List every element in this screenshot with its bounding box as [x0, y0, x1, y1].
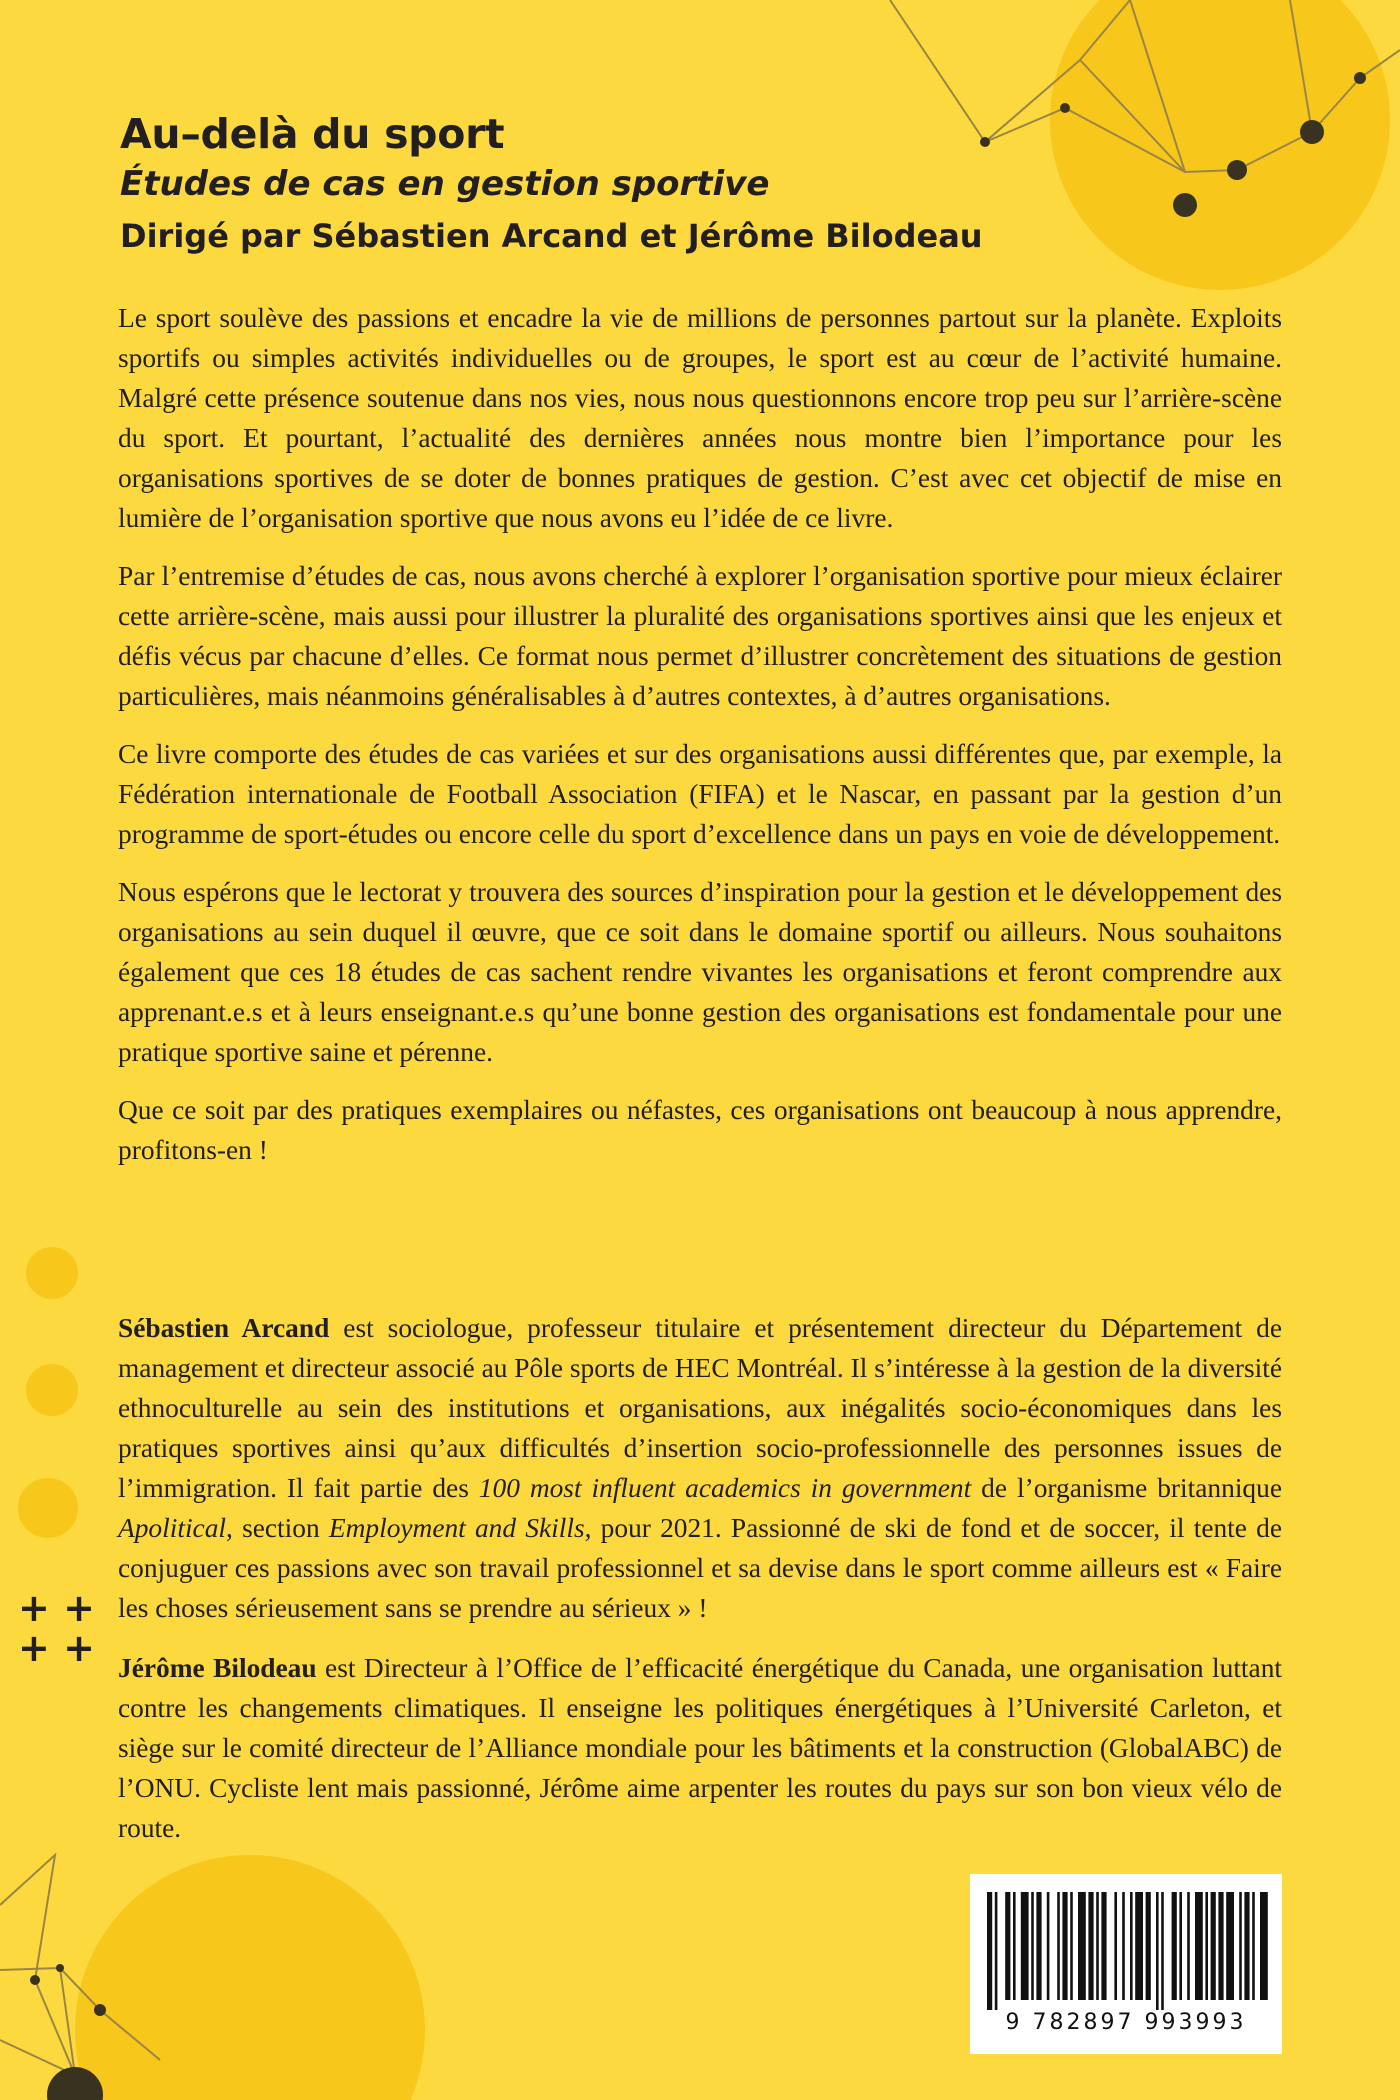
bio-text: est Directeur à l’Office de l’efficacité énergétique du Canada, une organisation luttant contre les changements climatiques. Il enseigne les politiques énergétiques à l’Université Carleton, et siège sur le comité directeur de l’Alliance mondiale pour les bâtiments et la construction (GlobalABC) de l’ONU. Cycliste lent mais passionné, Jérôme aime arpenter les routes du pays sur son bon vieux vélo de route.	[118, 1653, 1283, 1843]
barcode-bar	[987, 1892, 992, 2010]
barcode-bar	[1047, 1892, 1050, 2000]
description-paragraph-1: Le sport soulève des passions et encadre la vie de millions de personnes partout sur la planète. Exploits sportifs ou simples activités individuelles ou de groupes, le sport est au cœur de l’activité humaine. Malgré cette présence soutenue dans nos vies, nous nous questionnons encore trop peu sur l’arrière-scène du sport. Et pourtant, l’actualité des dernières années nous montre bien l’importance pour les organisations sportives de se doter de bonnes pratiques de gestion. C’est avec cet objectif de mise en lumière de l’organisation sportive que nous avons eu l’idée de ce livre.	[118, 303, 1282, 533]
description-paragraph-4: Nous espérons que le lectorat y trouvera des sources d’inspiration pour la gestion et le développement des organisations au sein duquel il œuvre, que ce soit dans le domaine sportif ou ailleurs. Nous souhaitons également que ces 18 études de cas sachent rendre vivantes les organisations et feront comprendre aux apprenant.e.s et à leurs enseignant.e.s qu’une bonne gestion des organisations est fondamentale pour une pratique sportive saine et pérenne.	[118, 877, 1282, 1067]
description-paragraph-5: Que ce soit par des pratiques exemplaires ou néfastes, ces organisations ont beaucoup à nous apprendre, profitons-en !	[118, 1095, 1282, 1165]
barcode-bar	[1013, 1892, 1016, 2000]
description-paragraph-2: Par l’entremise d’études de cas, nous avons cherché à explorer l’organisation sportive pour mieux éclairer cette arrière-scène, mais aussi pour illustrer la pluralité des organisations sportives ainsi que les enjeux et défis vécus par chacune d’elles. Ce format nous permet d’illustrer concrètement des situations de gestion particulières, mais néanmoins généralisables à d’autres contextes, à d’autres organisations.	[118, 561, 1282, 711]
barcode-bar	[1239, 1892, 1242, 2000]
left-circle-3	[18, 1478, 78, 1538]
barcode-bar	[1101, 1892, 1106, 2000]
barcode-bar	[1187, 1892, 1190, 2000]
description-paragraph-3: Ce livre comporte des études de cas variées et sur des organisations aussi différentes que, par exemple, la Fédération internationale de Football Association (FIFA) et le Nascar, en passant par la gestion d’un programme de sport-études ou encore celle du sport d’excellence dans un pays en voie de développement.	[118, 739, 1282, 849]
isbn-barcode	[970, 1874, 1282, 2054]
barcode-bar	[1070, 1892, 1073, 2000]
bio-text: , section	[226, 1513, 329, 1543]
isbn-number: 9 782897 993993	[1005, 2010, 1247, 2035]
author-name: Jérôme Bilodeau	[118, 1653, 317, 1683]
barcode-bar	[1179, 1892, 1182, 2000]
bio-italic-text: 100 most influent academics in government	[478, 1473, 972, 1503]
bio-jerome-bilodeau	[118, 1648, 1282, 1848]
book-subtitle: Études de cas en gestion sportive	[120, 164, 770, 205]
author-bios	[118, 1308, 1282, 1868]
book-description	[118, 298, 1282, 1188]
barcode-bar	[1078, 1892, 1086, 2000]
book-header	[120, 110, 1220, 257]
barcode-bar	[1161, 1892, 1164, 2010]
barcode-bar	[1218, 1892, 1223, 2000]
barcode-bar	[1114, 1892, 1117, 2000]
barcode-bar	[1057, 1892, 1060, 2000]
author-name: Sébastien Arcand	[118, 1313, 330, 1343]
bio-sebastien-arcand	[118, 1308, 1282, 1628]
barcode-bar	[1244, 1892, 1249, 2000]
plus-marks-decoration: + + + +	[18, 1586, 95, 1670]
barcode-bars	[983, 1892, 1269, 2010]
bottom-left-network	[0, 1855, 160, 2075]
barcode-bar	[995, 1892, 998, 2010]
barcode-bar	[1172, 1892, 1177, 2000]
bio-text: de l’organisme britannique	[971, 1473, 1282, 1503]
barcode-bar	[1130, 1892, 1133, 2000]
barcode-bar	[1122, 1892, 1125, 2000]
editors-line: Dirigé par Sébastien Arcand et Jérôme Bilodeau	[120, 216, 983, 255]
book-title: Au–delà du sport	[120, 110, 505, 158]
left-circle-1	[26, 1247, 78, 1299]
barcode-bar	[1205, 1892, 1208, 2000]
barcode-bar	[1062, 1892, 1067, 2000]
barcode-bar	[1031, 1892, 1034, 2000]
bottom-left-circle	[75, 1855, 425, 2100]
barcode-bar	[1195, 1892, 1203, 2000]
bio-italic-text: Apolitical	[118, 1513, 227, 1543]
barcode-bar	[1211, 1892, 1216, 2000]
left-circle-2	[26, 1364, 78, 1416]
barcode-bar	[1005, 1892, 1010, 2000]
barcode-bar	[1021, 1892, 1029, 2000]
bio-italic-text: Employment and Skills	[328, 1513, 585, 1543]
barcode-bar	[1088, 1892, 1093, 2000]
barcode-bar	[1252, 1892, 1255, 2000]
barcode-bar	[1260, 1892, 1268, 2000]
bio-text: est sociologue, professeur titulaire et présentement directeur du Département de management et directeur associé au Pôle sports de HEC Montréal. Il s’intéresse à la gestion de la diversité ethnoculturelle au sein des institutions et organisations, aux inégalités socio-économiques dans les pratiques sportives ainsi qu’aux difficultés d’insertion socio-professionnelle des personnes issues de l’immigration. Il fait partie des	[118, 1313, 1282, 1503]
barcode-bar	[1096, 1892, 1099, 2000]
bottom-left-nodes	[30, 1964, 106, 2100]
bio-text: , pour 2021. Passionné de ski de fond et de soccer, il tente de conjuguer ces passions avec son travail professionnel et sa devise dans le sport comme ailleurs est « Faire les choses sérieusement sans se prendre au sérieux » !	[118, 1513, 1282, 1623]
barcode-bar	[1226, 1892, 1234, 2000]
barcode-bar	[1135, 1892, 1143, 2000]
barcode-bar	[1156, 1892, 1159, 2010]
barcode-bar	[1146, 1892, 1151, 2000]
barcode-bar	[1036, 1892, 1041, 2000]
